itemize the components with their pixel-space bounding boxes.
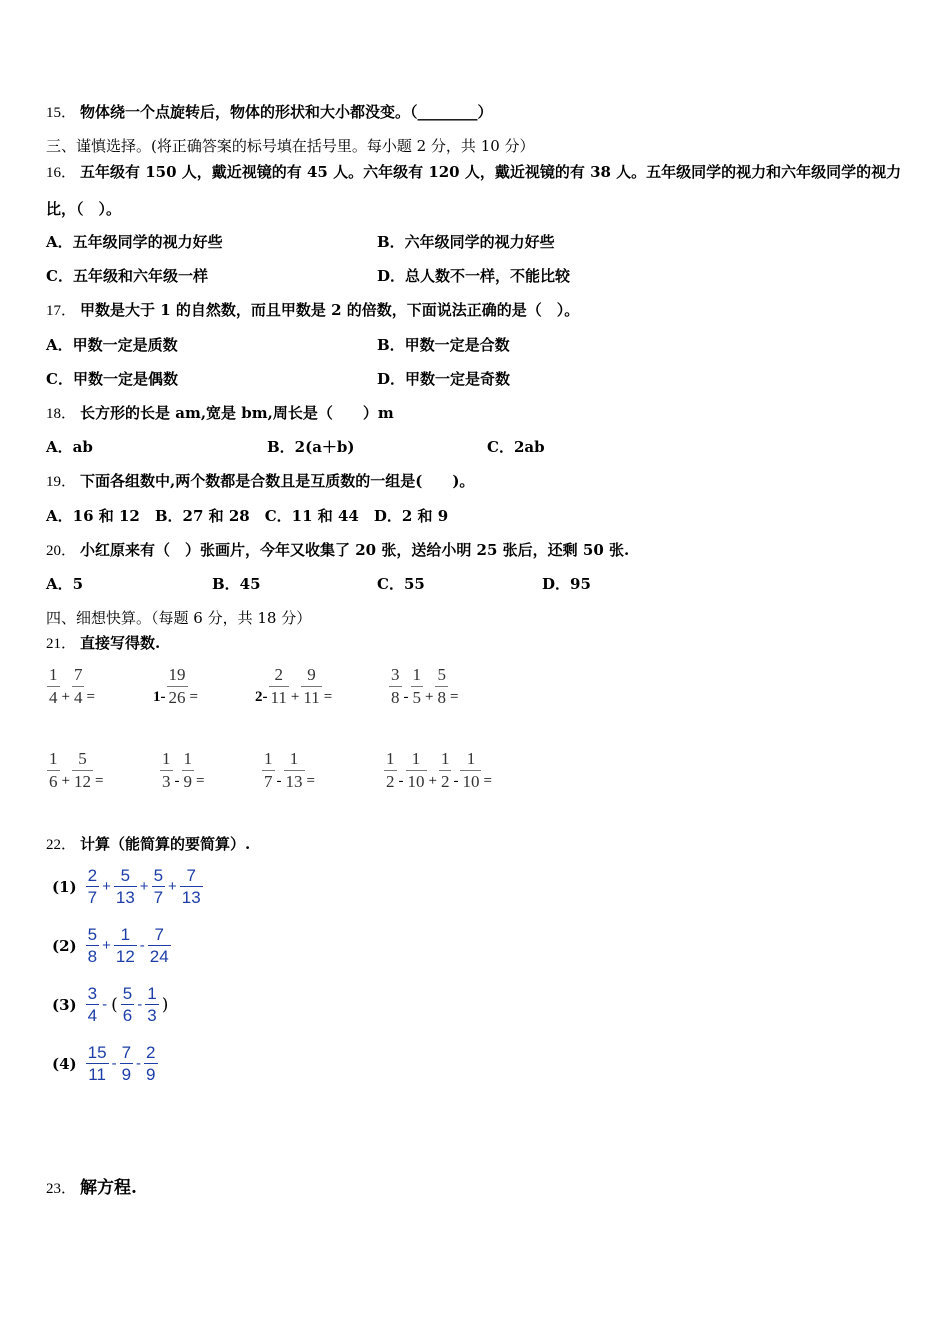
numerator: 3: [389, 664, 402, 687]
question-23: [46, 1178, 137, 1199]
fraction: [152, 865, 165, 908]
denominator: 13: [181, 888, 201, 907]
q21-expr-6: [159, 748, 205, 793]
question-number: 23．: [46, 1181, 77, 1197]
left-paren: (: [111, 994, 118, 1015]
denominator: 11: [270, 688, 287, 707]
q17-option-d[interactable]: D．甲数一定是奇数: [377, 370, 511, 388]
question-text: 计算（能简算的要简算）.: [80, 835, 251, 853]
q21-expr-2: [153, 664, 199, 709]
operator: -: [398, 773, 404, 789]
denominator: 4: [49, 688, 58, 707]
q19-options[interactable]: A．16 和 12 B．27 和 28 C．11 和 44 D．2 和 9: [46, 507, 449, 525]
question-number: 21．: [46, 636, 77, 652]
fraction: [384, 748, 397, 793]
question-number: 16．: [46, 165, 77, 181]
q16-option-d[interactable]: D．总人数不一样，不能比较: [377, 267, 571, 285]
operator: -: [139, 937, 145, 954]
q21-expr-8: [383, 748, 493, 793]
numerator: 3: [87, 984, 98, 1003]
q21-expr-4: [388, 664, 459, 709]
operator: +: [61, 773, 70, 789]
denominator: 24: [149, 947, 169, 966]
right-paren: ): [161, 994, 169, 1015]
q17-option-a[interactable]: A．甲数一定是质数: [46, 336, 178, 354]
operator: -: [276, 773, 282, 789]
numerator: 5: [87, 925, 98, 944]
fraction: [86, 983, 99, 1026]
fraction: [86, 1042, 109, 1085]
question-text: 甲数是大于 1 的自然数，而且甲数是 2 的倍数，下面说法正确的是（ ）。: [80, 301, 580, 319]
numerator: 7: [72, 664, 85, 687]
question-number: 19．: [46, 474, 77, 490]
q20-option-b[interactable]: B．45: [212, 575, 261, 593]
question-15: [46, 102, 493, 123]
fraction: [86, 924, 99, 967]
denominator: 11: [88, 1065, 106, 1084]
numerator: 1: [262, 748, 275, 771]
question-21: [46, 633, 160, 654]
question-16: [46, 154, 908, 227]
prefix: 1-: [153, 689, 166, 705]
question-number: 22．: [46, 837, 77, 853]
fraction: [145, 983, 158, 1026]
numerator: 7: [180, 865, 203, 887]
question-text: 五年级有 150 人，戴近视镜的有 45 人。六年级有 120 人，戴近视镜的有 38 人。五年级同学的视力和六年级同学的视力比，（ ）。: [46, 163, 902, 218]
question-number: 18．: [46, 406, 77, 422]
fraction: [180, 865, 203, 908]
numerator: 1: [284, 748, 305, 771]
denominator: 12: [73, 772, 91, 791]
fraction: [262, 748, 275, 793]
fraction: [47, 748, 60, 793]
numerator: 5: [435, 664, 448, 687]
denominator: 12: [115, 947, 135, 966]
equals: =: [196, 773, 205, 789]
q20-option-c[interactable]: C．55: [377, 575, 425, 593]
equals: =: [306, 773, 315, 789]
equals: =: [483, 773, 492, 789]
q17-option-b[interactable]: B．甲数一定是合数: [377, 336, 510, 354]
numerator: 7: [148, 924, 171, 946]
question-text: 小红原来有（ ）张画片，今年又收集了 20 张，送给小明 25 张后，还剩 50 张.: [80, 541, 630, 559]
question-text: 直接写得数.: [80, 634, 161, 652]
denominator: 13: [115, 888, 135, 907]
denominator: 13: [285, 772, 303, 791]
operator: +: [102, 878, 111, 895]
q21-expr-7: [261, 748, 316, 793]
denominator: 11: [303, 688, 320, 707]
numerator: 1: [411, 664, 424, 687]
question-17: [46, 300, 579, 321]
prefix: 2-: [255, 689, 268, 705]
question-number: 15．: [46, 105, 77, 121]
question-18: [46, 403, 394, 424]
fraction: [182, 748, 195, 793]
fraction: [148, 924, 171, 967]
numerator: 1: [160, 748, 173, 771]
numerator: 15: [87, 1043, 107, 1062]
denominator: 8: [437, 688, 446, 707]
question-19: [46, 471, 474, 492]
question-20: [46, 540, 629, 561]
denominator: 7: [87, 888, 98, 907]
operator: +: [102, 937, 111, 954]
denominator: 2: [440, 772, 450, 791]
equals: =: [86, 689, 95, 705]
equals: =: [189, 689, 198, 705]
fraction: [460, 748, 481, 793]
numerator: 2: [269, 664, 289, 687]
operator: +: [428, 773, 437, 789]
q21-expr-3: [255, 664, 333, 709]
denominator: 4: [73, 688, 83, 707]
numerator: 2: [146, 1043, 156, 1062]
fraction: [269, 664, 289, 709]
denominator: 8: [391, 688, 400, 707]
denominator: 2: [386, 772, 395, 791]
fraction: [120, 1042, 133, 1085]
q22-problem-4: [52, 1042, 159, 1085]
equals: =: [323, 689, 333, 705]
numerator: 5: [114, 865, 137, 887]
q21-expr-5: [46, 748, 104, 793]
q16-option-b[interactable]: B．六年级同学的视力好些: [377, 233, 555, 251]
q22-problem-2: [52, 924, 172, 967]
fraction: [86, 865, 99, 908]
denominator: 7: [153, 888, 164, 907]
fraction: [72, 748, 93, 793]
numerator: 1: [182, 748, 195, 771]
fraction: [144, 1042, 157, 1085]
q16-option-c[interactable]: C．五年级和六年级一样: [46, 267, 208, 285]
denominator: 6: [49, 772, 58, 791]
question-22: [46, 834, 250, 855]
denominator: 7: [264, 772, 273, 791]
numerator: 1: [47, 748, 60, 771]
numerator: 1: [439, 748, 452, 771]
operator: -: [174, 773, 180, 789]
denominator: 10: [462, 772, 480, 791]
section-4-title: 四、细想快算。（每题 6 分，共 18 分）: [46, 609, 312, 627]
q18-option-c[interactable]: C．2ab: [487, 438, 545, 456]
question-number: 17．: [46, 303, 77, 319]
denominator: 3: [162, 772, 171, 791]
operator: -: [403, 689, 409, 705]
q18-option-a[interactable]: A．ab: [46, 438, 93, 456]
numerator: 2: [87, 866, 98, 885]
numerator: 1: [406, 748, 427, 771]
fraction: [411, 664, 424, 709]
fraction: [389, 664, 402, 709]
numerator: 1: [384, 748, 397, 771]
fraction: [284, 748, 305, 793]
q20-option-a[interactable]: A．5: [46, 575, 84, 593]
operator: +: [425, 689, 434, 705]
numerator: 1: [460, 748, 481, 771]
problem-label: (4): [52, 1054, 77, 1073]
question-text: 解方程.: [80, 1178, 137, 1198]
question-text: 下面各组数中,两个数都是合数且是互质数的一组是( )。: [80, 472, 475, 490]
fraction: [72, 664, 85, 709]
numerator: 5: [72, 748, 93, 771]
question-text: 物体绕一个点旋转后，物体的形状和大小都没变。（________）: [80, 103, 493, 121]
denominator: 9: [146, 1065, 156, 1084]
numerator: 1: [47, 664, 60, 687]
numerator: 19: [167, 664, 188, 687]
q18-option-b[interactable]: B．2(a＋b): [267, 438, 355, 456]
operator: +: [139, 878, 149, 895]
fraction: [121, 983, 134, 1026]
denominator: 8: [87, 947, 98, 966]
question-text: 长方形的长是 am,宽是 bm,周长是（ ）m: [80, 404, 394, 422]
numerator: 5: [153, 866, 164, 885]
numerator: 5: [122, 984, 133, 1003]
operator: -: [136, 1055, 142, 1072]
numerator: 9: [301, 664, 321, 687]
operator: -: [453, 773, 459, 789]
operator: +: [168, 878, 177, 895]
problem-label: (2): [52, 936, 77, 955]
equals: =: [449, 689, 459, 705]
question-number: 20．: [46, 543, 77, 559]
denominator: 10: [407, 772, 425, 791]
fraction: [114, 924, 137, 967]
q16-option-a[interactable]: A．五年级同学的视力好些: [46, 233, 223, 251]
fraction: [47, 664, 60, 709]
denominator: 9: [121, 1065, 132, 1084]
fraction: [167, 664, 188, 709]
denominator: 26: [168, 688, 186, 707]
operator: -: [102, 996, 108, 1013]
q22-problem-1: [52, 865, 204, 908]
problem-label: (3): [52, 995, 77, 1014]
operator: +: [61, 689, 70, 705]
operator: +: [290, 689, 300, 705]
denominator: 3: [147, 1006, 157, 1025]
section-3-title: 三、谨慎选择。(将正确答案的标号填在括号里。每小题 2 分，共 10 分）: [46, 137, 535, 155]
fraction: [435, 664, 448, 709]
denominator: 6: [122, 1006, 133, 1025]
problem-label: (1): [52, 877, 77, 896]
fraction: [160, 748, 173, 793]
equals: =: [94, 773, 104, 789]
fraction: [301, 664, 321, 709]
operator: -: [137, 996, 143, 1013]
numerator: 7: [121, 1043, 132, 1062]
q20-option-d[interactable]: D．95: [542, 575, 591, 593]
numerator: 1: [147, 984, 157, 1003]
denominator: 4: [87, 1006, 98, 1025]
operator: -: [111, 1055, 117, 1072]
fraction: [439, 748, 452, 793]
numerator: 1: [114, 924, 137, 946]
q21-expr-1: [46, 664, 96, 709]
denominator: 5: [412, 688, 421, 707]
denominator: 9: [183, 772, 192, 791]
fraction: [114, 865, 137, 908]
q22-problem-3: [52, 983, 170, 1026]
q17-option-c[interactable]: C．甲数一定是偶数: [46, 370, 178, 388]
fraction: [406, 748, 427, 793]
